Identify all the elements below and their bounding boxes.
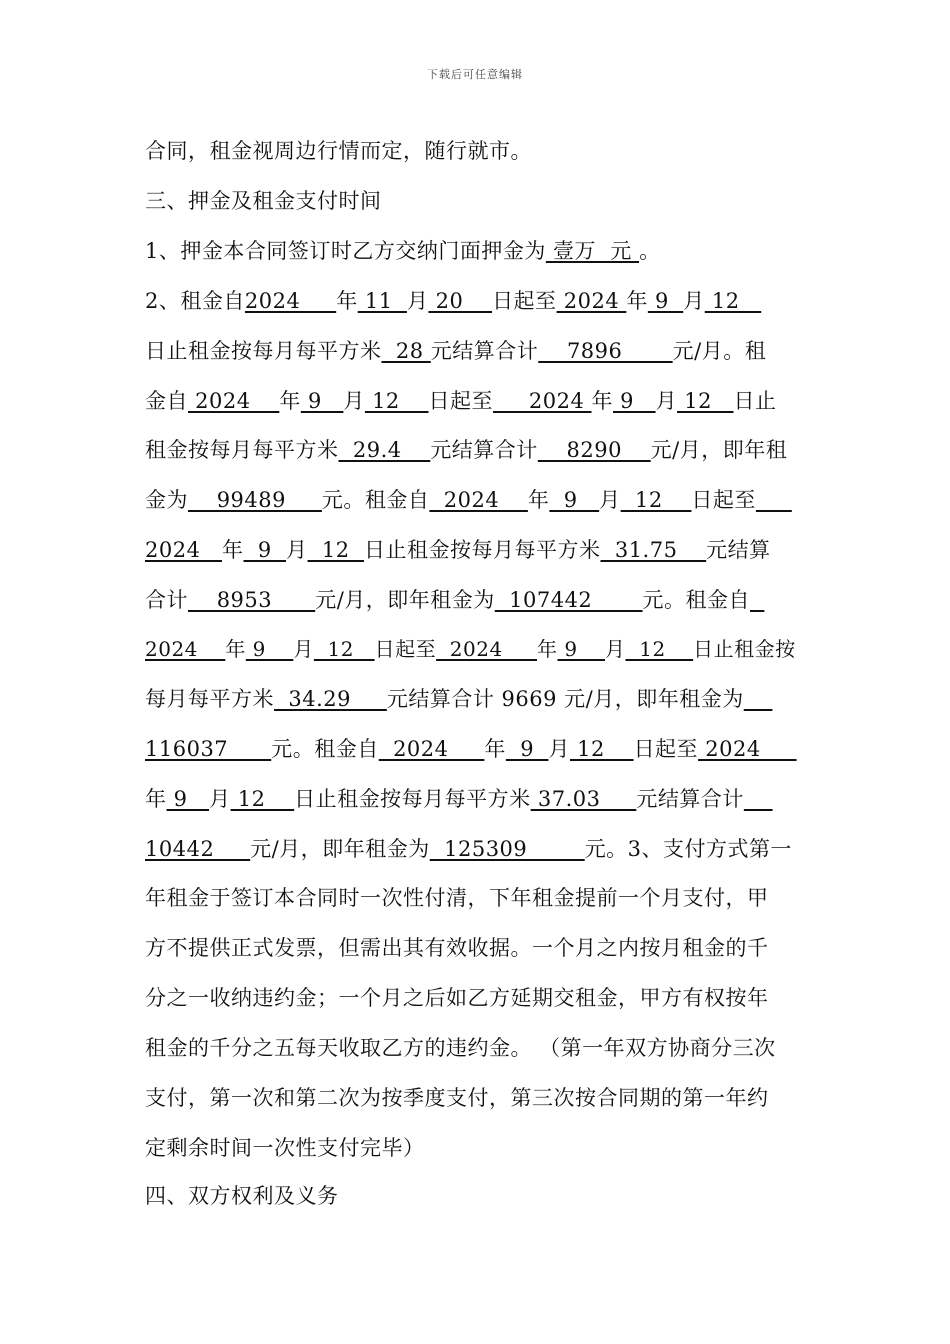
text-run: 月 [286,538,308,562]
filled-blank: 12 [625,637,694,661]
text-line [145,1135,425,1161]
text-run: 定剩余时间一次性支付完毕） [145,1136,425,1160]
text-line [145,836,792,862]
filled-blank [750,588,764,612]
filled-blank: 9 [505,737,549,761]
filled-blank: 34.29 [274,687,387,711]
text-line [145,935,769,961]
filled-blank: 10442 [145,837,251,861]
text-run: 分之一收纳违约金；一个月之后如乙方延期交租金，甲方有权按年 [145,986,769,1010]
filled-blank: 9 [243,538,287,562]
text-run: 年 [537,637,558,661]
text-run: 日止租金按每月每平方米 [363,538,601,562]
filled-blank: 壹万 元 [545,239,640,263]
filled-blank: 2024 [429,488,528,512]
text-run: 月 [209,787,231,811]
text-run: 元结算合计 [430,438,538,462]
filled-blank: 9 [557,637,606,661]
filled-blank: 8953 [188,588,316,612]
text-run: 年 [484,737,506,761]
text-run: 合同，租金视周边行情而定，随行就市。 [145,139,532,163]
text-run: 年租金于签订本合同时一次性付清，下年租金提前一个月支付，甲 [145,886,769,910]
filled-blank: 2024 [188,389,280,413]
filled-blank: 2024 [378,737,485,761]
filled-blank: 37.03 [530,787,637,811]
filled-blank: 8290 [537,438,651,462]
filled-blank: 12 [364,389,429,413]
text-run: 元/月。租 [672,339,767,363]
text-line [145,338,766,364]
text-run: 日止 [733,389,777,413]
filled-blank: 31.75 [600,538,707,562]
text-run: 2、租金自 [145,289,245,313]
text-run: 元结算合计 [636,787,744,811]
text-line [145,686,772,712]
filled-blank: 2024 [698,737,797,761]
text-line [145,537,771,563]
text-run: 。 [639,239,661,263]
text-run: 月 [406,289,429,313]
text-line [145,587,764,613]
filled-blank: 2024 [145,637,226,661]
text-run: 年 [145,787,167,811]
filled-blank: 9 [245,637,294,661]
text-run: 元结算 [706,538,771,562]
text-line [145,1085,769,1111]
filled-blank: 2024 [436,637,537,661]
text-run: 元。租金自 [271,737,379,761]
text-run: 日起至 [691,488,756,512]
filled-blank: 116037 [145,737,272,761]
text-run: 四、双方权利及义务 [145,1184,339,1208]
text-run: 1、押金本合同签订时乙方交纳门面押金为 [145,239,546,263]
filled-blank: 29.4 [338,438,431,462]
text-run: 日止租金按每月每平方米 [145,339,382,363]
text-run: 年 [336,289,358,313]
filled-blank [744,787,773,811]
text-run: 元。3、支付方式第一 [584,837,793,861]
text-line [145,736,797,762]
filled-blank: 9 [549,488,600,512]
filled-blank: 9 [647,289,684,313]
text-line [145,188,382,214]
filled-blank: 7896 [538,339,673,363]
filled-blank: 9 [613,389,656,413]
text-line [145,636,796,662]
text-run: 年 [626,289,648,313]
text-run: 元。租金自 [321,488,430,512]
text-run: 金为 [145,488,188,512]
text-line [145,388,777,414]
filled-blank: 107442 [494,588,643,612]
text-run: 年 [527,488,550,512]
filled-blank: 12 [677,389,734,413]
text-run: 每月每平方米 [145,687,274,711]
text-run: 月 [548,737,570,761]
filled-blank: 12 [704,289,762,313]
text-line [145,1035,776,1061]
filled-blank: 9 [300,389,344,413]
text-run: 日止租金按 [693,637,796,661]
filled-blank: 2024 [493,389,592,413]
text-run: 元/月，即年租 [650,438,788,462]
filled-blank: 125309 [429,837,585,861]
text-run: 月 [293,637,314,661]
text-line [145,985,769,1011]
text-run: 日起至 [428,389,493,413]
text-line [145,138,532,164]
text-run: 月 [599,488,621,512]
filled-blank: 9 [166,787,210,811]
text-line [145,238,661,264]
text-run: 月 [655,389,678,413]
text-run: 日起至 [374,637,437,661]
text-run: 方不提供正式发票，但需出其有效收据。一个月之内按月租金的千 [145,936,769,960]
text-run: 年 [279,389,301,413]
text-run: 年 [591,389,613,413]
filled-blank: 12 [313,637,375,661]
text-run: 元/月，即年租金为 [250,837,430,861]
text-line [145,288,761,314]
text-run: 年 [225,637,246,661]
filled-blank [756,488,792,512]
text-run: 元。租金自 [642,588,751,612]
text-line [145,1183,339,1209]
text-run: 月 [343,389,365,413]
filled-blank: 28 [381,339,431,363]
text-run: 月 [683,289,705,313]
filled-blank: 12 [620,488,692,512]
filled-blank: 12 [307,538,364,562]
text-run: 日起至 [492,289,557,313]
text-run: 日起至 [633,737,699,761]
text-run: 元结算合计 9669 元/月，即年租金为 [386,687,744,711]
filled-blank [744,687,773,711]
text-run: 租金的千分之五每天收取乙方的违约金。 （第一年双方协商分三次 [145,1036,776,1060]
text-run: 月 [605,637,626,661]
filled-blank: 2024 [145,538,222,562]
filled-blank: 99489 [188,488,322,512]
text-run: 合计 [145,588,188,612]
filled-blank: 11 [357,289,407,313]
text-line [145,487,792,513]
text-run: 支付，第一次和第二次为按季度支付，第三次按合同期的第一年约 [145,1086,769,1110]
text-run: 租金按每月每平方米 [145,438,339,462]
text-run: 金自 [145,389,188,413]
filled-blank: 2024 [244,289,337,313]
text-line [145,885,769,911]
filled-blank: 12 [230,787,295,811]
text-line [145,786,773,812]
text-run: 元结算合计 [430,339,539,363]
filled-blank: 20 [428,289,493,313]
page-header: 下载后可任意编辑 [427,68,523,81]
text-run: 年 [221,538,244,562]
text-run: 日止租金按每月每平方米 [294,787,531,811]
filled-blank: 2024 [556,289,627,313]
text-line [145,437,787,463]
text-run: 三、押金及租金支付时间 [145,189,382,213]
filled-blank: 12 [569,737,634,761]
text-run: 元/月，即年租金为 [315,588,495,612]
